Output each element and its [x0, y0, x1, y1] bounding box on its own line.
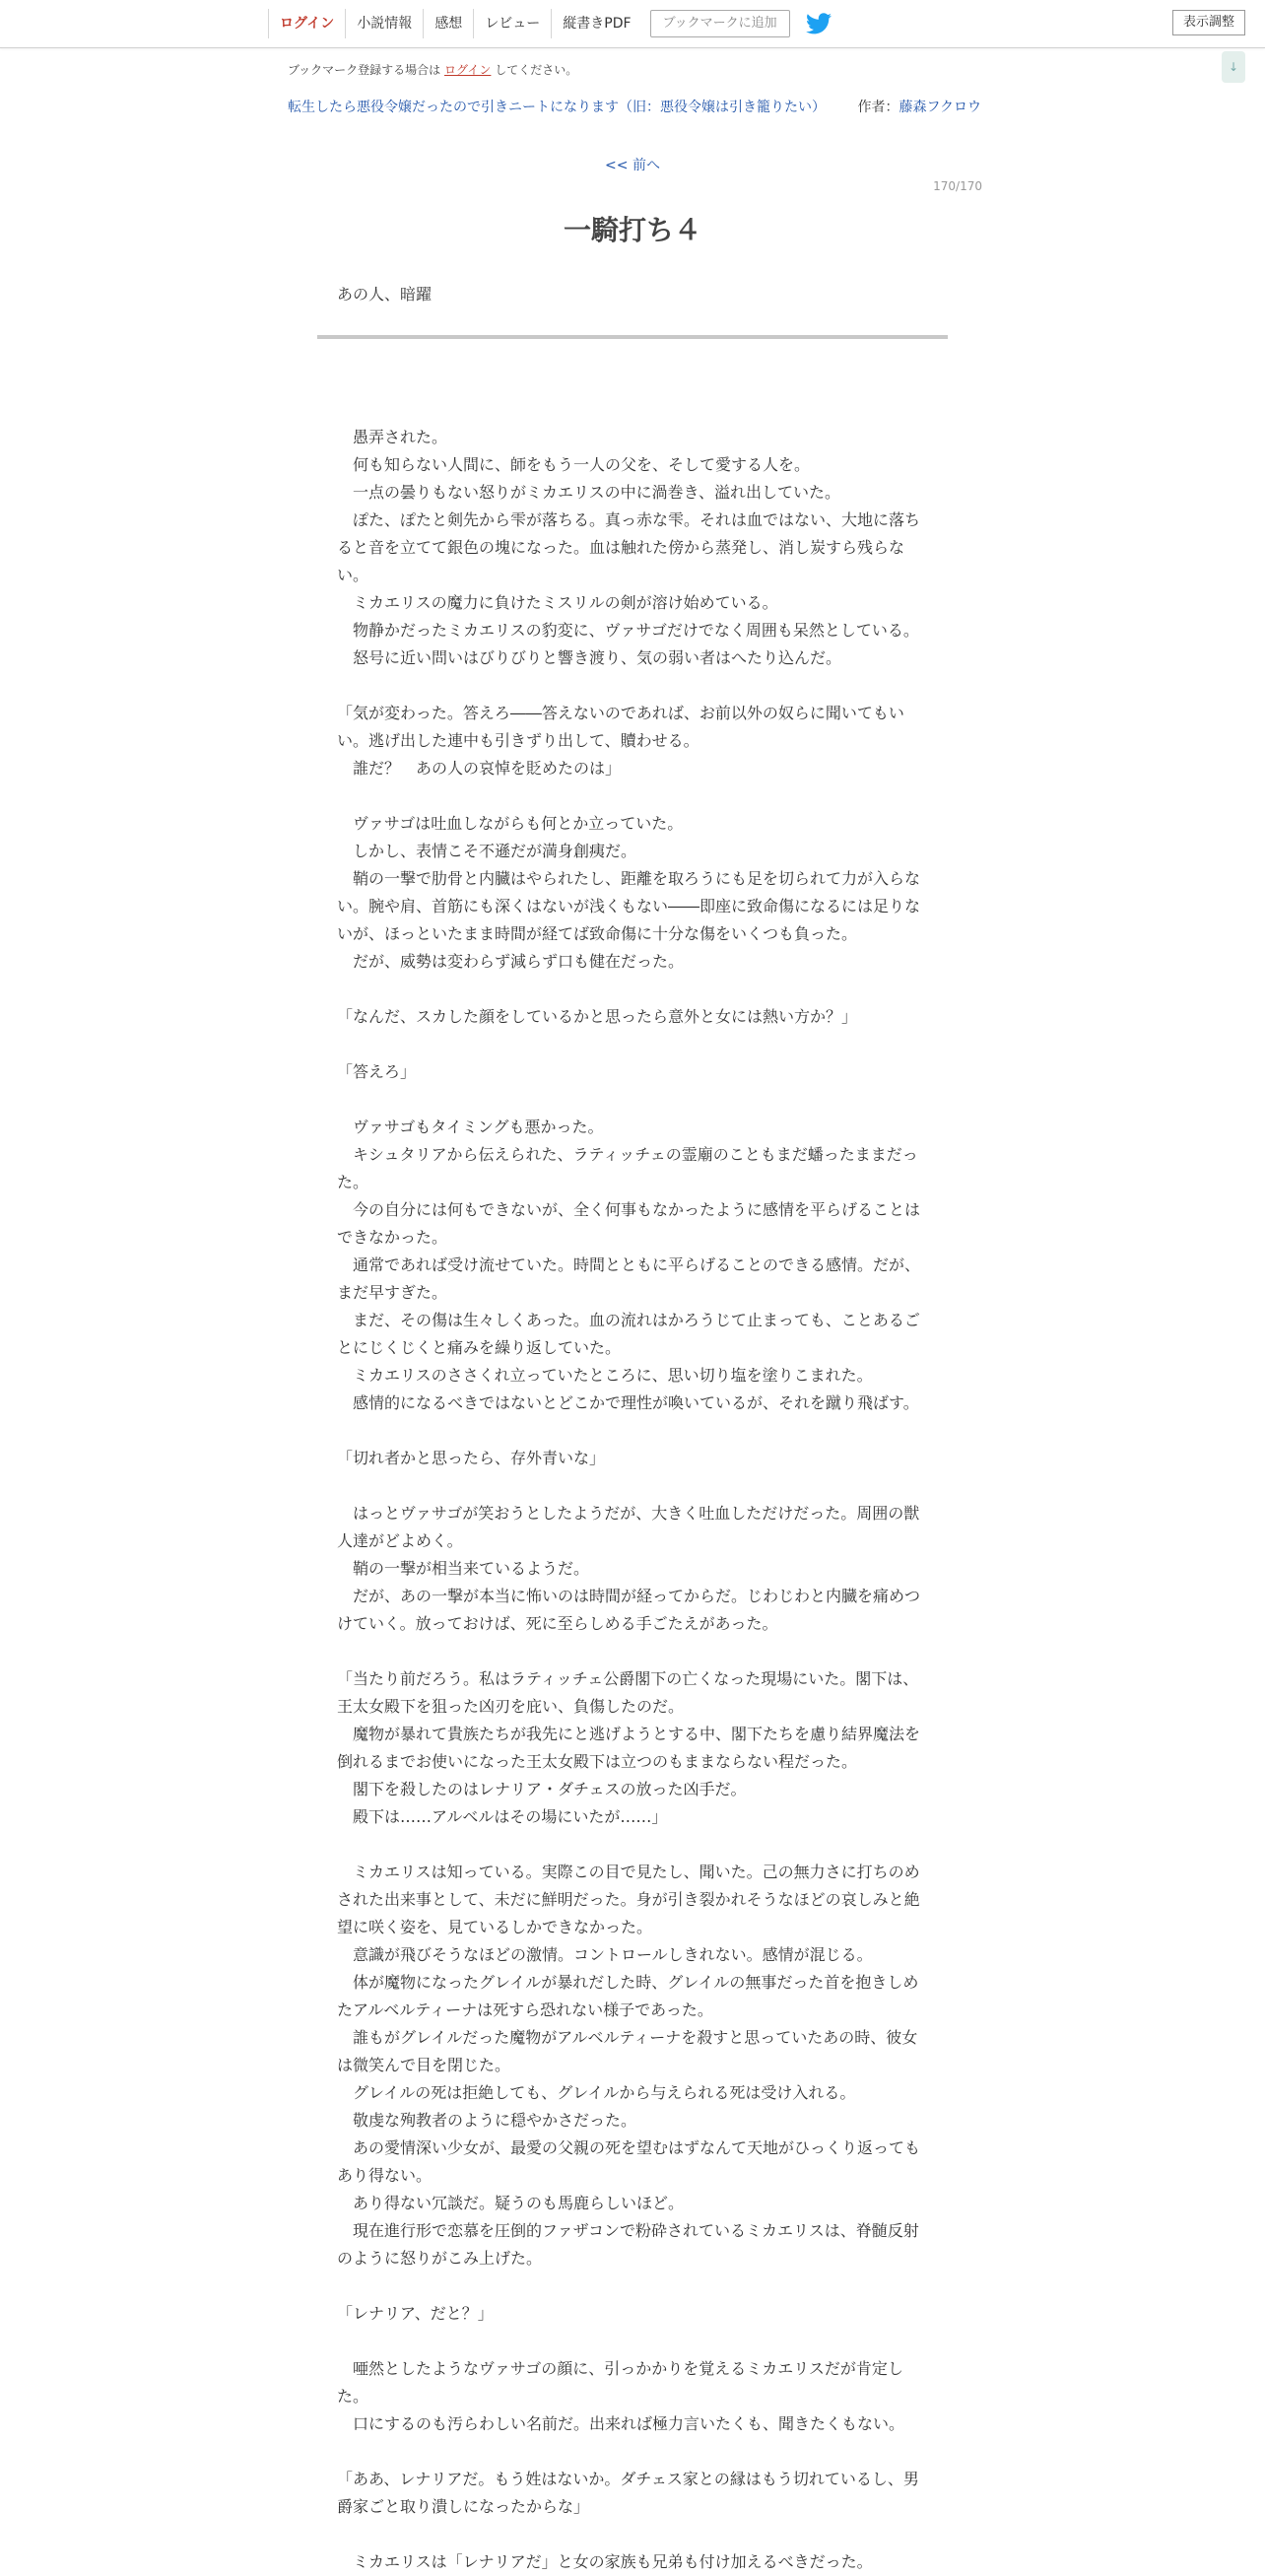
body-line: あり得ない冗談だ。疑うのも馬鹿らしいほど。	[337, 2194, 685, 2212]
body-line: 感情的になるべきではないとどこかで理性が喚いているが、それを蹴り飛ばす。	[337, 1393, 919, 1412]
body-line	[337, 1417, 928, 1445]
body-line: グレイルの死は拒絶しても、グレイルから与えられる死は受け入れる。	[337, 2083, 856, 2102]
body-line	[337, 2272, 928, 2300]
nav-login[interactable]: ログイン	[268, 9, 345, 38]
body-line: 物静かだったミカエリスの豹変に、ヴァサゴだけでなく周囲も呆然としている。	[337, 621, 919, 640]
body-line: 愚弄された。	[337, 428, 448, 446]
chapter-preface: あの人、暗躍	[337, 285, 433, 304]
scroll-down-button[interactable]: ↓	[1222, 51, 1245, 83]
body-line: しかし、表情こそ不遜だが満身創痍だ。	[337, 842, 637, 860]
add-bookmark-button[interactable]: ブックマークに追加	[650, 10, 790, 37]
body-line: 唖然としたようなヴァサゴの顔に、引っかかりを覚えるミカエリスだが肯定した。	[337, 2359, 903, 2406]
body-line: 一点の曇りもない怒りがミカエリスの中に渦巻き、溢れ出していた。	[337, 483, 841, 502]
body-line	[337, 2438, 928, 2466]
body-line: ぽた、ぽたと剣先から雫が落ちる。真っ赤な雫。それは血ではない、大地に落ちると音を立てて銀色の塊になった。血は触れた傍から蒸発し、消し炭すら残らない。	[337, 510, 921, 584]
bookmark-note-pre: ブックマーク登録する場合は	[288, 63, 441, 77]
body-line: 何も知らない人間に、師をもう一人の父を、そして愛する人を。	[337, 455, 811, 474]
body-line: ヴァサゴは吐血しながらも何とか立っていた。	[337, 814, 684, 833]
body-line	[337, 1472, 928, 1500]
body-line: キシュタリアから伝えられた、ラティッチェの霊廟のこともまだ蟠ったままだった。	[337, 1145, 918, 1191]
body-line: あの愛情深い少女が、最愛の父親の死を望むはずなんて天地がひっくり返ってもあり得ない。	[337, 2138, 921, 2185]
body-line: はっとヴァサゴが笑おうとしたようだが、大きく吐血しただけだった。周囲の獣人達がどよめく。	[337, 1504, 920, 1550]
author-label: 作者：	[857, 100, 899, 115]
body-line	[337, 2328, 928, 2355]
body-line: 「レナリア、だと？」	[337, 2304, 494, 2323]
body-line: 怒号に近い問いはびりびりと響き渡り、気の弱い者はへたり込んだ。	[337, 648, 842, 667]
bookmark-note-post: してください。	[495, 63, 578, 77]
body-line	[337, 1831, 928, 1859]
body-line: 「答えろ」	[337, 1062, 417, 1081]
prev-chapter-nav	[0, 155, 1265, 174]
body-line: 魔物が暴れて貴族たちが我先にと逃げようとする中、閣下たちを慮り結界魔法を倒れるまでお使いになった王太女殿下は立つのもままならない程だった。	[337, 1725, 921, 1771]
body-line: 誰もがグレイルだった魔物がアルベルティーナを殺すと思っていたあの時、彼女は微笑んで目を閉じた。	[337, 2028, 918, 2074]
preface-divider	[317, 335, 948, 339]
novel-title-link[interactable]: 転生したら悪役令嬢だったので引きニートになります（旧：悪役令嬢は引き籠りたい）	[288, 100, 826, 115]
body-line: 口にするのも汚らわしい名前だ。出来れば極力言いたくも、聞きたくもない。	[337, 2414, 905, 2433]
body-line: 「気が変わった。答えろ――答えないのであれば、お前以外の奴らに聞いてもいい。逃げ出した連中も引きずり出して、贖わせる。	[337, 704, 904, 750]
body-line: まだ、その傷は生々しくあった。血の流れはかろうじて止まっても、ことあるごとにじくじくと痛みを繰り返していた。	[337, 1311, 920, 1357]
body-line: 敬虔な殉教者のように穏やかさだった。	[337, 2111, 637, 2130]
novel-body-text	[337, 396, 928, 2576]
twitter-bird-icon[interactable]	[806, 13, 832, 34]
body-line: ミカエリスは「レナリアだ」と女の家族も兄弟も付け加えるべきだった。	[337, 2552, 873, 2571]
body-line: 「切れ者かと思ったら、存外青いな」	[337, 1449, 606, 1467]
body-line: ミカエリスのささくれ立っていたところに、思い切り塩を塗りこまれた。	[337, 1366, 873, 1385]
body-line: 今の自分には何もできないが、全く何事もなかったように感情を平らげることはできなかった。	[337, 1200, 921, 1247]
nav-review[interactable]: レビュー	[473, 9, 551, 38]
bookmark-note-login-link[interactable]: ログイン	[444, 63, 492, 77]
novel-info-row	[288, 97, 981, 116]
nav-impressions[interactable]: 感想	[423, 9, 473, 38]
prev-chapter-link[interactable]: << 前へ	[605, 158, 660, 173]
body-line	[337, 1638, 928, 1665]
body-line: 「当たり前だろう。私はラティッチェ公爵閣下の亡くなった現場にいた。閣下は、王太女殿下を狙った凶刃を庇い、負傷したのだ。	[337, 1669, 919, 1716]
display-settings-button[interactable]: 表示調整	[1172, 10, 1245, 35]
body-line: 「なんだ、スカした顔をしているかと思ったら意外と女には熱い方か？」	[337, 1007, 858, 1026]
body-line: 現在進行形で恋慕を圧倒的ファザコンで粉砕されているミカエリスは、脊髄反射のように怒りがこみ上げた。	[337, 2221, 919, 2268]
nav-novel-info[interactable]: 小説情報	[345, 9, 423, 38]
bookmark-login-note	[288, 61, 577, 78]
body-line: だが、あの一撃が本当に怖いのは時間が経ってからだ。じわじわと内臓を痛めつけていく。放っておけば、死に至らしめる手ごたえがあった。	[337, 1587, 921, 1633]
nav-menu	[268, 9, 832, 38]
body-line	[337, 2521, 928, 2548]
body-line: ミカエリスの魔力に負けたミスリルの剣が溶け始めている。	[337, 593, 778, 612]
body-line	[337, 1086, 928, 1114]
author-link[interactable]: 藤森フクロウ	[899, 100, 982, 115]
body-line: 閣下を殺したのはレナリア・ダチェスの放った凶手だ。	[337, 1780, 747, 1798]
body-line: ヴァサゴもタイミングも悪かった。	[337, 1118, 604, 1136]
nav-vertical-pdf[interactable]: 縦書きPDF	[551, 9, 641, 38]
body-line	[337, 976, 928, 1003]
chapter-title: 一騎打ち４	[563, 214, 701, 246]
body-line: 意識が飛びそうなほどの激情。コントロールしきれない。感情が混じる。	[337, 1945, 873, 1964]
body-line: 体が魔物になったグレイルが暴れだした時、グレイルの無事だった首を抱きしめたアルベルティーナは死すら恐れない様子であった。	[337, 1973, 919, 2019]
body-line: 殿下は……アルベルはその場にいたが……」	[337, 1807, 668, 1826]
body-line	[337, 1031, 928, 1058]
body-line: だが、威勢は変わらず減らず口も健在だった。	[337, 952, 685, 971]
body-line	[337, 782, 928, 810]
body-line	[337, 396, 928, 424]
body-line: 鞘の一撃で肋骨と内臓はやられたし、距離を取ろうにも足を切られて力が入らない。腕や肩、首筋にも深くはないが浅くもない――即座に致命傷になるには足りないが、ほっといたまま時間が経てば致命傷に十分な傷をいくつも負った。	[337, 869, 921, 943]
body-line: 通常であれば受け流せていた。時間とともに平らげることのできる感情。だが、まだ早すぎた。	[337, 1255, 921, 1302]
body-line: ミカエリスは知っている。実際この目で見たし、聞いた。己の無力さに打ちのめされた出来事として、未だに鮮明だった。身が引き裂かれそうなほどの哀しみと絶望に咲く姿を、見ているしかできなかった。	[337, 1863, 920, 1936]
body-line: 鞘の一撃が相当来ているようだ。	[337, 1559, 590, 1578]
top-navigation-bar	[0, 0, 1265, 48]
body-line	[337, 672, 928, 700]
body-line: 誰だ？ あの人の哀悼を貶めたのは」	[337, 759, 622, 778]
body-line: 「ああ、レナリアだ。もう姓はないか。ダチェス家との縁はもう切れているし、男爵家ごと取り潰しになったからな」	[337, 2470, 919, 2516]
page-count: 170/170	[933, 179, 982, 193]
